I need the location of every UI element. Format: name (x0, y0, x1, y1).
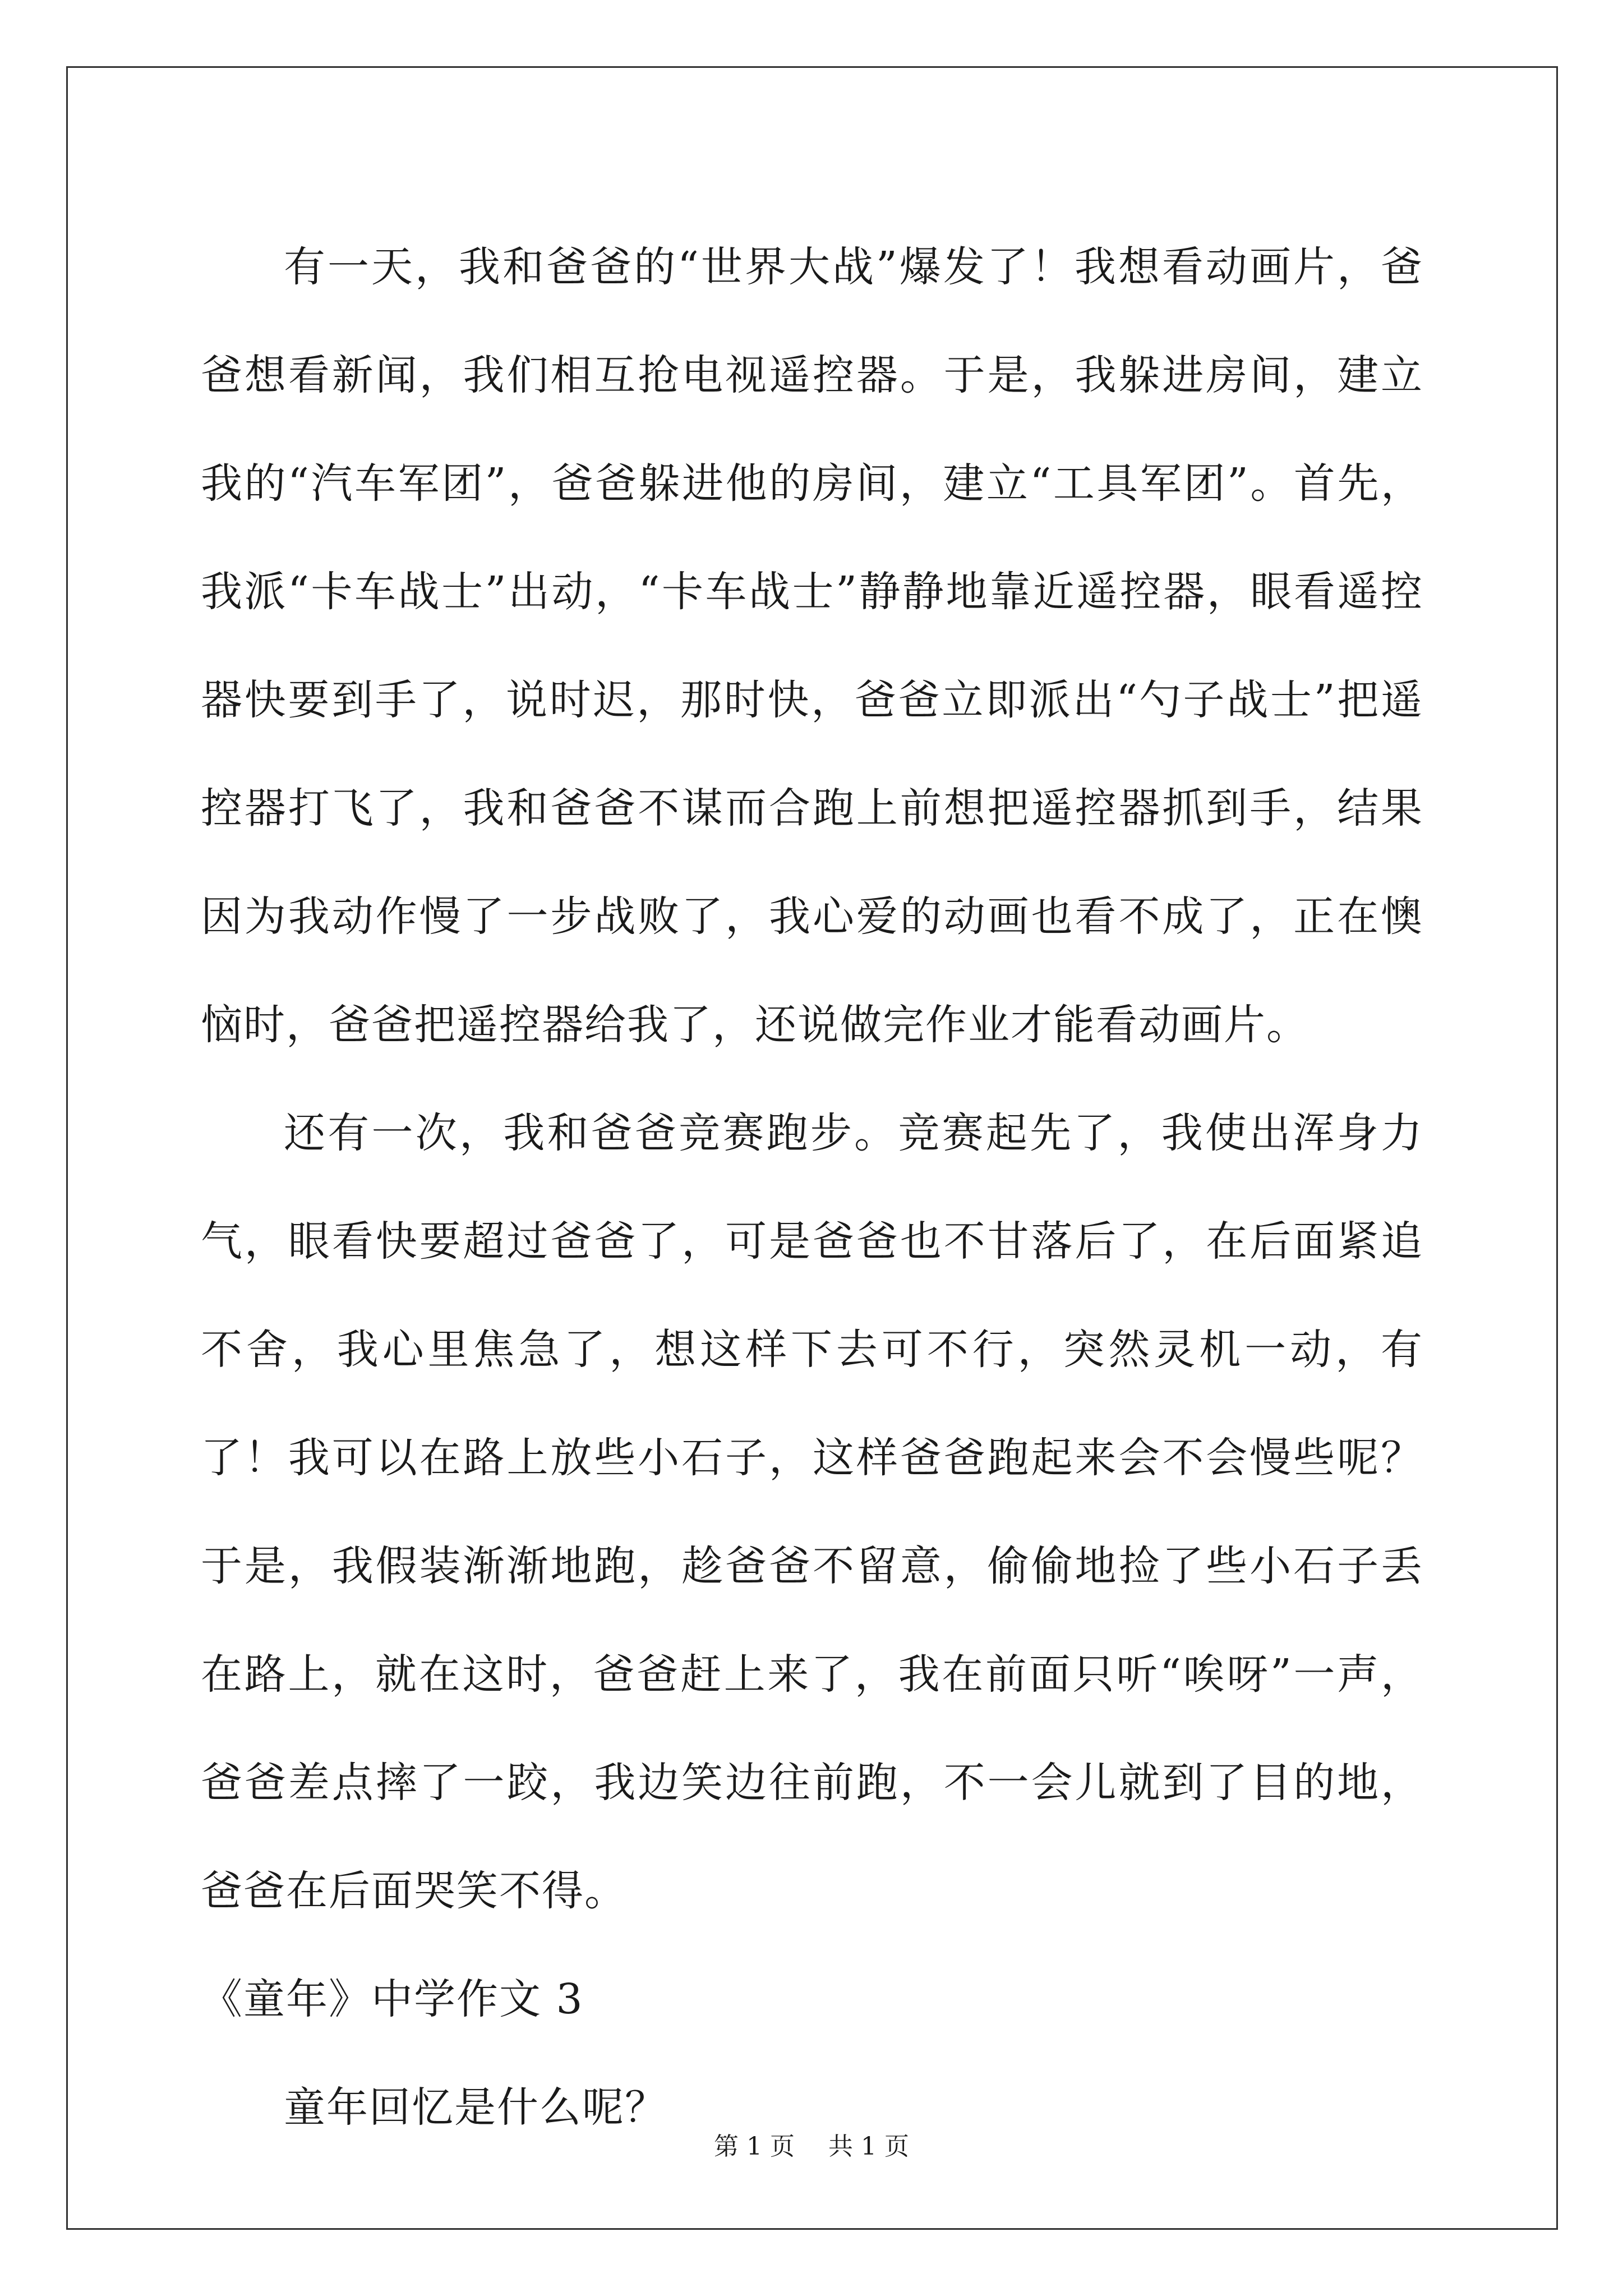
paragraph-world-war: 有一天，我和爸爸的“世界大战”爆发了！我想看动画片，爸爸想看新闻，我们相互抢电视遥控器。于是，我躲进房间，建立我的“汽车军团”，爸爸躲进他的房间，建立“工具军团”。首先，我派“卡车战士”出动，“卡车战士”静静地靠近遥控器，眼看遥控器快要到手了，说时迟，那时快，爸爸立即派出“勺子战士”把遥控器打飞了，我和爸爸不谋而合跑上前想把遥控器抓到手，结果因为我动作慢了一步战败了，我心爱的动画也看不成了，正在懊恼时，爸爸把遥控器给我了，还说做完作业才能看动画片。 (201, 243, 1423, 1049)
document-body (201, 213, 1423, 2162)
page-number-current: 第 1 页 (714, 2132, 795, 2161)
page-footer (0, 2126, 1623, 2162)
paragraph-running-race: 还有一次，我和爸爸竞赛跑步。竞赛起先了，我使出浑身力气，眼看快要超过爸爸了，可是爸爸也不甘落后了，在后面紧追不舍，我心里焦急了，想这样下去可不行，突然灵机一动，有了！我可以在路上放些小石子，这样爸爸跑起来会不会慢些呢？于是，我假装渐渐地跑，趁爸爸不留意，偷偷地捡了些小石子丢在路上，就在这时，爸爸赶上来了，我在前面只听“唉呀”一声，爸爸差点摔了一跤，我边笑边往前跑，不一会儿就到了目的地，爸爸在后面哭笑不得。 (201, 1109, 1423, 1915)
page-number-total: 共 1 页 (828, 2132, 909, 2161)
section-title: 《童年》中学作文 3 (201, 1975, 584, 2023)
paragraph-childhood-question: 童年回忆是什么呢？ (284, 2083, 667, 2132)
